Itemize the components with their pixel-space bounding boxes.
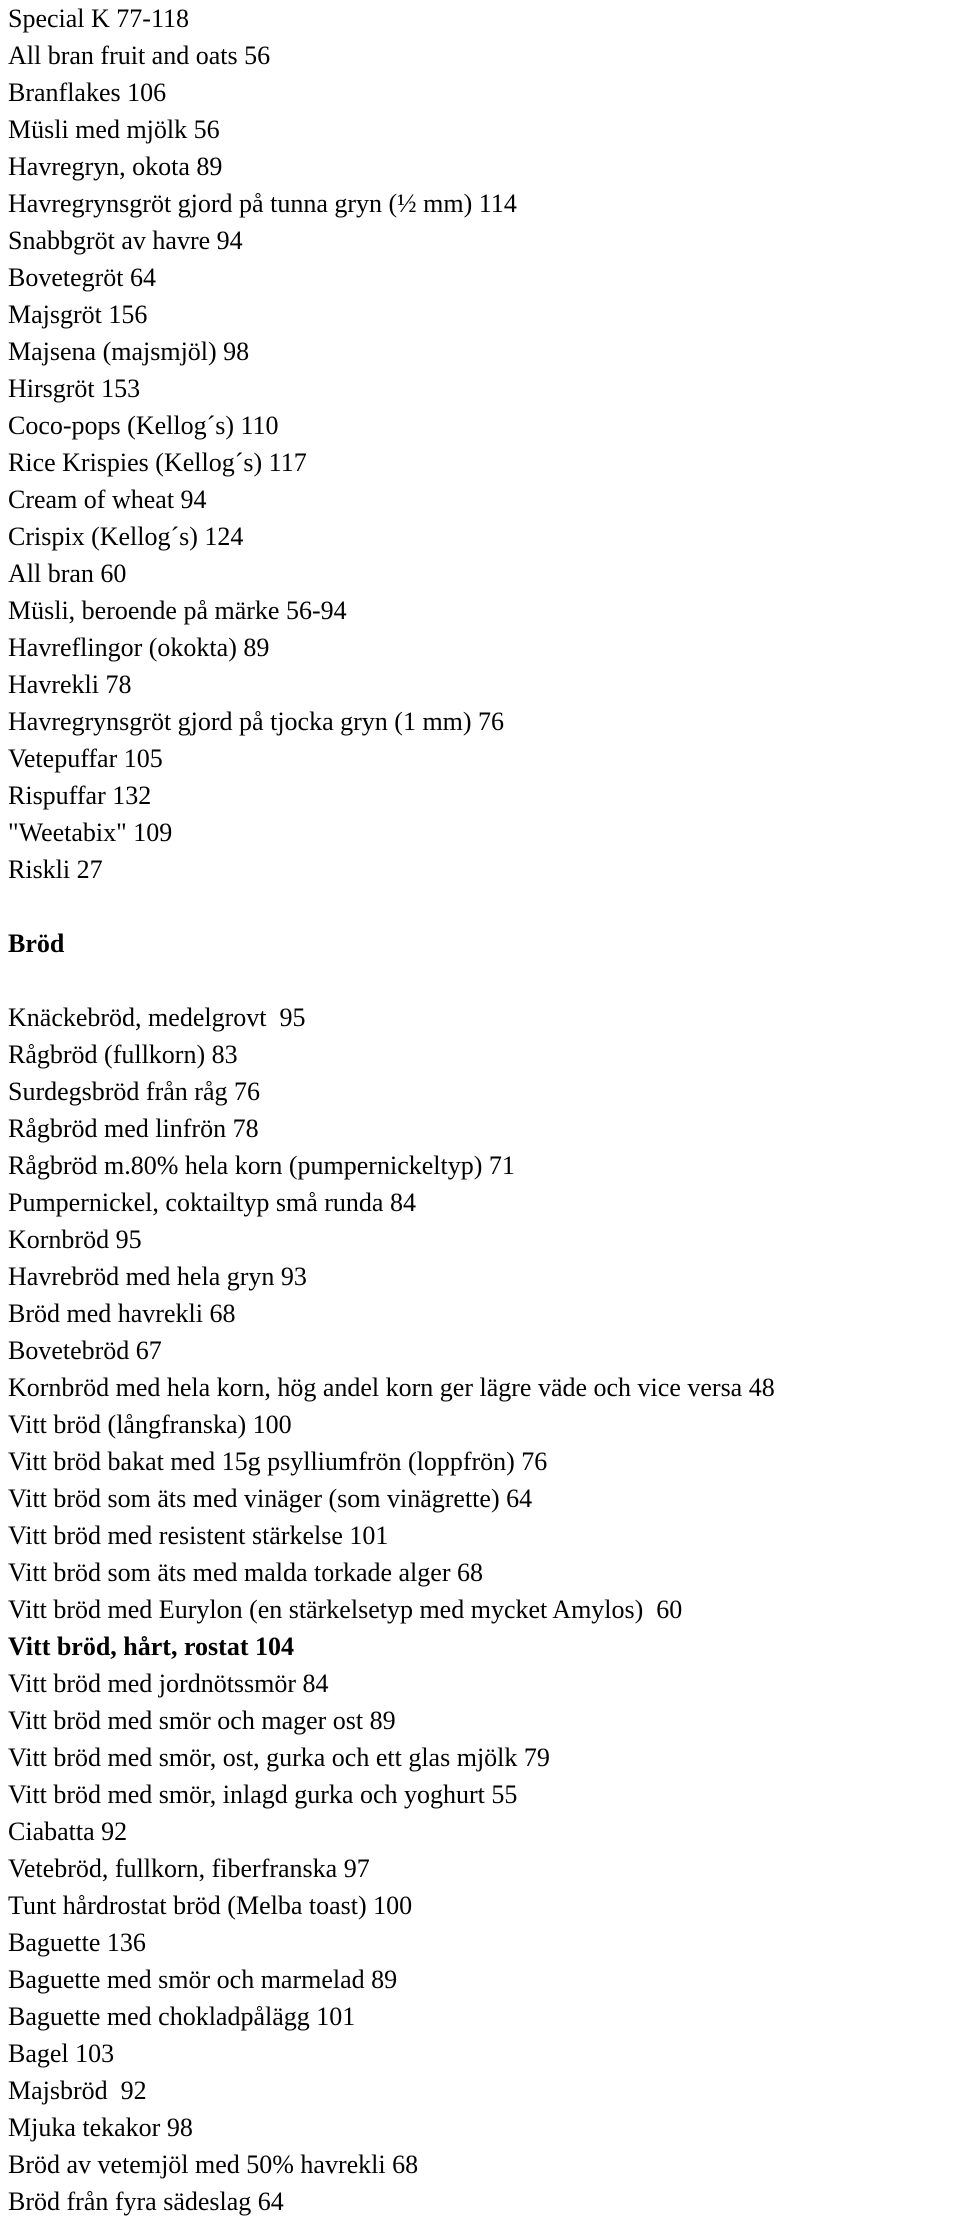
cereal-item: Rispuffar 132: [8, 781, 152, 810]
cereal-item: Hirsgröt 153: [8, 374, 141, 403]
bread-list: [8, 999, 948, 2220]
bread-item: Pumpernickel, coktailtyp små runda 84: [8, 1188, 416, 1217]
bread-item: Vetebröd, fullkorn, fiberfranska 97: [8, 1854, 370, 1883]
cereal-item: Bovetegröt 64: [8, 263, 157, 292]
bread-item: Vitt bröd med resistent stärkelse 101: [8, 1521, 389, 1550]
cereal-item: Cream of wheat 94: [8, 485, 207, 514]
bread-item: Kornbröd 95: [8, 1225, 142, 1254]
cereal-item: Snabbgröt av havre 94: [8, 226, 243, 255]
cereal-item: Branflakes 106: [8, 78, 167, 107]
bread-item: Bröd av vetemjöl med 50% havrekli 68: [8, 2150, 419, 2179]
cereal-item: Havregrynsgröt gjord på tunna gryn (½ mm) 114: [8, 189, 517, 218]
bread-item: Vitt bröd med smör, inlagd gurka och yoghurt 55: [8, 1780, 518, 1809]
section-gap: [8, 888, 948, 925]
bread-item: Vitt bröd med smör och mager ost 89: [8, 1706, 396, 1735]
cereal-item: Havrekli 78: [8, 670, 132, 699]
bread-item: Kornbröd med hela korn, hög andel korn ger lägre väde och vice versa 48: [8, 1373, 775, 1402]
cereal-item: Havregryn, okota 89: [8, 152, 223, 181]
cereal-item: Crispix (Kellog´s) 124: [8, 522, 244, 551]
bread-item: Baguette 136: [8, 1928, 146, 1957]
bread-item: Ciabatta 92: [8, 1817, 128, 1846]
bread-item: Tunt hårdrostat bröd (Melba toast) 100: [8, 1891, 413, 1920]
bread-item: Vitt bröd som äts med vinäger (som vinägrette) 64: [8, 1484, 533, 1513]
bread-item: Knäckebröd, medelgrovt 95: [8, 1003, 306, 1032]
cereal-item: All bran 60: [8, 559, 127, 588]
section-gap: [8, 962, 948, 999]
cereal-item: "Weetabix" 109: [8, 818, 173, 847]
cereal-item: Majsena (majsmjöl) 98: [8, 337, 250, 366]
bread-item: Baguette med chokladpålägg 101: [8, 2002, 356, 2031]
cereal-item: Coco-pops (Kellog´s) 110: [8, 411, 279, 440]
bread-item: Vitt bröd, hårt, rostat 104: [8, 1632, 294, 1661]
document-page: [8, 0, 948, 2220]
bread-item: Vitt bröd med Eurylon (en stärkelsetyp med mycket Amylos) 60: [8, 1595, 683, 1624]
bread-item: Vitt bröd (långfranska) 100: [8, 1410, 292, 1439]
bread-item: Havrebröd med hela gryn 93: [8, 1262, 307, 1291]
cereal-item: Havreflingor (okokta) 89: [8, 633, 270, 662]
cereal-item: Rice Krispies (Kellog´s) 117: [8, 448, 307, 477]
bread-item: Majsbröd 92: [8, 2076, 147, 2105]
bread-item: Bovetebröd 67: [8, 1336, 162, 1365]
cereal-item: Riskli 27: [8, 855, 103, 884]
bread-item: Bröd från fyra sädeslag 64: [8, 2187, 284, 2216]
bread-item: Vitt bröd med jordnötssmör 84: [8, 1669, 329, 1698]
bread-item: Vitt bröd som äts med malda torkade alger 68: [8, 1558, 483, 1587]
cereal-item: All bran fruit and oats 56: [8, 41, 271, 70]
bread-item: Rågbröd (fullkorn) 83: [8, 1040, 238, 1069]
cereal-item: Müsli, beroende på märke 56-94: [8, 596, 347, 625]
bread-item: Rågbröd m.80% hela korn (pumpernickeltyp) 71: [8, 1151, 515, 1180]
bread-item: Vitt bröd med smör, ost, gurka och ett glas mjölk 79: [8, 1743, 550, 1772]
bread-item: Bagel 103: [8, 2039, 115, 2068]
bread-item: Baguette med smör och marmelad 89: [8, 1965, 398, 1994]
cereal-item: Special K 77-118: [8, 4, 189, 33]
cereal-item: Müsli med mjölk 56: [8, 115, 220, 144]
bread-item: Rågbröd med linfrön 78: [8, 1114, 259, 1143]
bread-item: Vitt bröd bakat med 15g psylliumfrön (loppfrön) 76: [8, 1447, 548, 1476]
bread-item: Mjuka tekakor 98: [8, 2113, 193, 2142]
bread-heading: Bröd: [8, 929, 65, 958]
cereal-list: [8, 0, 948, 888]
cereal-item: Majsgröt 156: [8, 300, 148, 329]
cereal-item: Vetepuffar 105: [8, 744, 163, 773]
cereal-item: Havregrynsgröt gjord på tjocka gryn (1 mm) 76: [8, 707, 505, 736]
bread-item: Bröd med havrekli 68: [8, 1299, 236, 1328]
bread-item: Surdegsbröd från råg 76: [8, 1077, 260, 1106]
